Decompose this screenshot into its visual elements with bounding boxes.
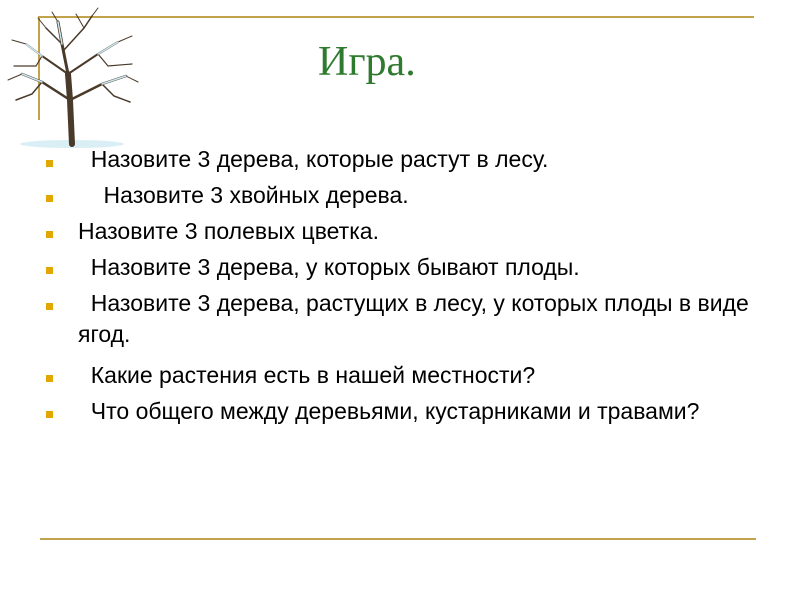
list-item [78, 396, 758, 427]
frame-top-line [38, 16, 754, 18]
slide-title: Игра. [318, 39, 416, 85]
list-item [78, 360, 758, 391]
bullet-marker [46, 375, 53, 382]
bullet-marker [46, 303, 53, 310]
list-item-text: Назовите 3 дерева, у которых бывают плоды. [78, 254, 580, 280]
bullet-marker [46, 267, 53, 274]
bullet-marker [46, 231, 53, 238]
list-item-text: Какие растения есть в нашей местности? [78, 362, 536, 388]
bullet-marker [46, 411, 53, 418]
frame-bottom-line [40, 538, 756, 540]
list-item-text: Назовите 3 дерева, растущих в лесу, у которых плоды в виде ягод. [78, 290, 756, 347]
list-item [78, 252, 758, 283]
list-item-text: Назовите 3 полевых цветка. [78, 218, 379, 244]
list-item [78, 216, 758, 247]
bare-tree-icon [2, 4, 142, 150]
list-item [78, 144, 758, 175]
list-item [78, 288, 758, 350]
list-item-text: Назовите 3 дерева, которые растут в лесу. [78, 146, 549, 172]
list-item [78, 180, 758, 211]
bullet-marker [46, 160, 53, 167]
list-item-text: Что общего между деревьями, кустарниками и травами? [78, 398, 700, 424]
bullet-marker [46, 195, 53, 202]
list-item-text: Назовите 3 хвойных дерева. [78, 182, 409, 208]
